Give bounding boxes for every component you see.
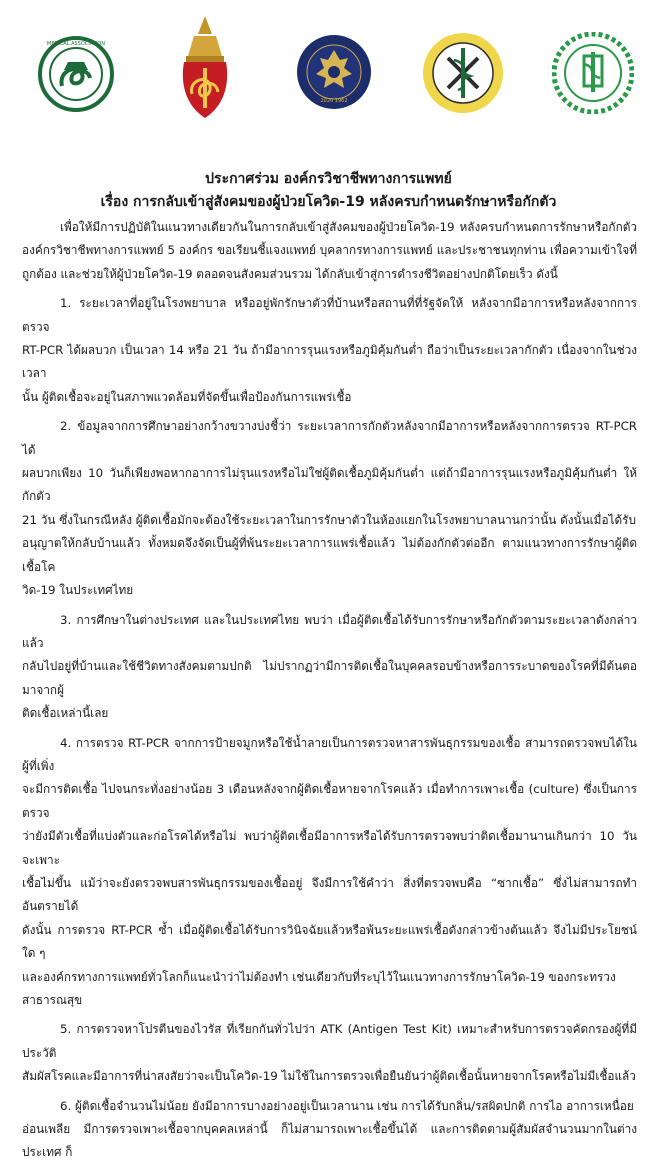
medical-emblem-x-logo bbox=[420, 30, 506, 116]
logo-bar bbox=[0, 0, 657, 130]
medical-council-logo bbox=[168, 14, 242, 124]
svg-text:MEDICAL ASSOCIATION: MEDICAL ASSOCIATION bbox=[47, 41, 105, 47]
item-4: 4. การตรวจ RT-PCR จากการป้ายจมูกหรือใช้น้ำลายเป็นการตรวจหาสารพันธุกรรมของเชื้อ สามารถตรวจพบได้ในผู้ที่เพิ่ง จะมีการติดเชื้อ ไปจนกระทั่งอย่างน้อย 3 เดือนหลังจากผู้ติดเชื้อหายจากโรคแล้ว เมื่อทำการเพาะเชื้อ (culture) ซึ่งเป็นการตรวจ ว่ายังมีตัวเชื้อที่แบ่งตัวและก่อโรคได้หรือไม่ พบว่าผู้ติดเชื้อมีอาการหรือได้รับการตรวจพบว่าติดเชื้อมานานเกินกว่า 10 วัน จะเพาะ เชื้อไม่ขึ้น แม้ว่าจะยังตรวจพบสารพันธุกรรมของเชื้ออยู่ จึงมีการใช้คำว่า สิ่งที่ตรวจพบคือ “ซากเชื้อ” ซึ่งไม่สามารถทำอันตรายได้ ดังนั้น การตรวจ RT-PCR ซ้ำ เมื่อผู้ติดเชื้อได้รับการวินิจฉัยแล้วหรือพ้นระยะแพร่เชื้อดังกล่าวข้างต้นแล้ว จึงไม่มีประโยชน์ใด ๆ และองค์กรทางการแพทย์ทั่วโลกก็แนะนำว่าไม่ต้องทำ เช่นเดียวกับที่ระบุไว้ในแนวทางการรักษาโควิด-19 ของกระทรวง สาธารณสุข bbox=[22, 735, 637, 1007]
item-1: 1. ระยะเวลาที่อยู่ในโรงพยาบาล หรืออยู่พักรักษาตัวที่บ้านหรือสถานที่ที่รัฐจัดให้ หลังจากมีอาการหรือหลังจากการตรวจ RT-PCR ได้ผลบวก เป็นเวลา 14 หรือ 21 วัน ถ้ามีอาการรุนแรงหรือภูมิคุ้มกันต่ำ ถือว่าเป็นระยะเวลากักตัว เนื่องจากในช่วงเวลา นั้น ผู้ติดเชื้อจะอยู่ในสภาพแวดล้อมที่จัดขึ้นเพื่อป้องกันการแพร่เชื้อ bbox=[22, 296, 637, 404]
item-2: 2. ข้อมูลจากการศึกษาอย่างกว้างขวางบ่งชี้ว่า ระยะเวลาการกักตัวหลังจากมีอาการหรือหลังจากการตรวจ RT-PCR ได้ ผลบวกเพียง 10 วันก็เพียงพอหากอาการไม่รุนแรงหรือไม่ใช่ผู้ติดเชื้อภูมิคุ้มกันต่ำ แต่ถ้ามีอาการรุนแรงหรือภูมิคุ้มกันต่ำ ให้กักตัว 21 วัน ซึ่งในกรณีหลัง ผู้ติดเชื้อมักจะต้องใช้ระยะเวลาในการรักษาตัวในห้องแยกในโรงพยาบาลนานกว่านั้น ดังนั้นเมื่อได้รับ อนุญาตให้กลับบ้านแล้ว ทั้งหมดจึงจัดเป็นผู้ที่พ้นระยะเวลาการแพร่เชื้อแล้ว ไม่ต้องกักตัวต่ออีก ตามแนวทางการรักษาผู้ติดเชื้อโค วิด-19 ในประเทศไทย bbox=[22, 419, 637, 598]
announcement-body bbox=[22, 216, 637, 1171]
item-6: 6. ผู้ติดเชื้อจำนวนไม่น้อย ยังมีอาการบางอย่างอยู่เป็นเวลานาน เช่น การได้รับกลิ่น/รสผิดปกติ การไอ อาการเหนื่อย อ่อนเพลีย มีการตรวจเพาะเชื้อจากบุคคลเหล่านี้ ก็ไม่สามารถเพาะเชื้อขึ้นได้ และการติดตามผู้สัมผัสจำนวนมากในต่างประเทศ ก็ bbox=[22, 1098, 637, 1160]
item-5: 5. การตรวจหาโปรตีนของไวรัส ที่เรียกกันทั่วไปว่า ATK (Antigen Test Kit) เหมาะสำหรับการตรวจคัดกรองผู้ที่มีประวัติ สัมผัสโรคและมีอาการที่น่าสงสัยว่าจะเป็นโควิด-19 ไม่ใช้ในการตรวจเพื่อยืนยันว่าผู้ติดเชื้อนั้นหายจากโรคหรือไม่มีเชื้อแล้ว bbox=[22, 1022, 637, 1084]
occupational-medicine-logo bbox=[552, 32, 634, 114]
svg-text:2020 1962: 2020 1962 bbox=[320, 98, 348, 104]
royal-college-logo bbox=[296, 34, 372, 110]
intro-paragraph: เพื่อให้มีการปฏิบัติในแนวทางเดียวกันในการกลับเข้าสู่สังคมของผู้ป่วยโควิด-19 หลังครบกำหนดการรักษาหรือกักตัว องค์กรวิชาชีพทางการแพทย์ 5 องค์กร ขอเรียนชี้แจงแพทย์ บุคลากรทางการแพทย์ และประชาชนทุกท่าน เพื่อความเข้าใจที่ถูกต้อง และช่วยให้ผู้ป่วยโควิด-19 ตลอดจนสังคมส่วนรวม ได้กลับเข้าสู่การดำรงชีวิตอย่างปกติโดยเร็ว ดังนี้ bbox=[22, 220, 637, 281]
announcement-header bbox=[20, 168, 637, 214]
announcement-title: ประกาศร่วม องค์กรวิชาชีพทางการแพทย์ bbox=[205, 171, 452, 187]
medical-association-logo bbox=[38, 34, 114, 118]
announcement-subject: เรื่อง การกลับเข้าสู่สังคมของผู้ป่วยโควิด-19 หลังครบกำหนดรักษาหรือกักตัว bbox=[100, 194, 557, 210]
item-3: 3. การศึกษาในต่างประเทศ และในประเทศไทย พบว่า เมื่อผู้ติดเชื้อได้รับการรักษาหรือกักตัวตามระยะเวลาดังกล่าวแล้ว กลับไปอยู่ที่บ้านและใช้ชีวิตทางสังคมตามปกติ ไม่ปรากฏว่ามีการติดเชื้อในบุคคลรอบข้างหรือการระบาดของโรคที่มีต้นตอมาจากผู้ ติดเชื้อเหล่านี้เลย bbox=[22, 612, 637, 721]
